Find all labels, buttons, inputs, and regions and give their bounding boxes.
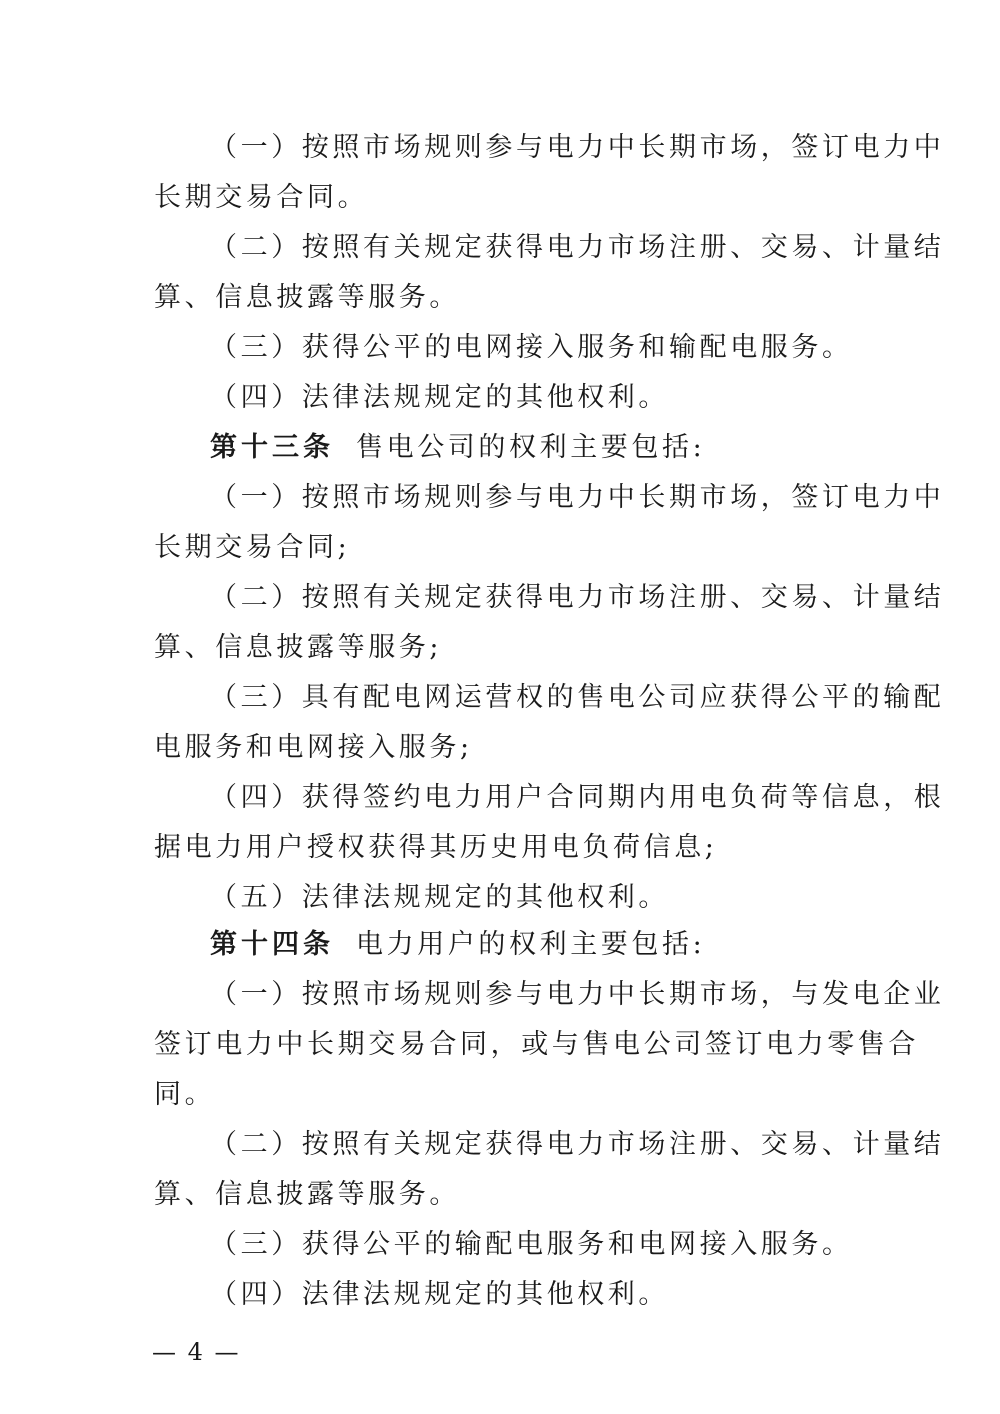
article-text: 售电公司的权利主要包括:	[356, 432, 706, 463]
article-heading: 第十三条	[210, 432, 334, 463]
text-line: （二）按照有关规定获得电力市场注册、交易、计量结	[210, 1129, 945, 1160]
text-line: 算、信息披露等服务。	[154, 1179, 460, 1210]
text-line: （一）按照市场规则参与电力中长期市场，与发电企业	[210, 979, 945, 1010]
text-line: （二）按照有关规定获得电力市场注册、交易、计量结	[210, 582, 945, 613]
page-number: — 4 —	[152, 1338, 241, 1366]
text-line: 据电力用户授权获得其历史用电负荷信息;	[154, 832, 718, 863]
text-line: （一）按照市场规则参与电力中长期市场，签订电力中	[210, 482, 945, 513]
text-line: 算、信息披露等服务;	[154, 632, 443, 663]
text-line: （五）法律法规规定的其他权利。	[210, 882, 669, 913]
text-line: 长期交易合同。	[154, 182, 369, 213]
text-line: 长期交易合同;	[154, 532, 351, 563]
article-heading: 第十四条	[210, 929, 334, 960]
article-line	[210, 428, 930, 468]
text-line: （三）具有配电网运营权的售电公司应获得公平的输配	[210, 682, 945, 713]
text-line: 签订电力中长期交易合同，或与售电公司签订电力零售合	[154, 1029, 919, 1060]
text-line: （二）按照有关规定获得电力市场注册、交易、计量结	[210, 232, 945, 263]
text-line: （三）获得公平的输配电服务和电网接入服务。	[210, 1229, 853, 1260]
text-line: （四）法律法规规定的其他权利。	[210, 1279, 669, 1310]
text-line: （四）获得签约电力用户合同期内用电负荷等信息，根	[210, 782, 945, 813]
text-line: 电服务和电网接入服务;	[154, 732, 473, 763]
text-line: 算、信息披露等服务。	[154, 282, 460, 313]
text-line: （一）按照市场规则参与电力中长期市场，签订电力中	[210, 132, 945, 163]
article-line	[210, 925, 930, 965]
text-line: （三）获得公平的电网接入服务和输配电服务。	[210, 332, 853, 363]
text-line: 同。	[154, 1079, 216, 1110]
article-text: 电力用户的权利主要包括:	[356, 929, 706, 960]
text-line: （四）法律法规规定的其他权利。	[210, 382, 669, 413]
